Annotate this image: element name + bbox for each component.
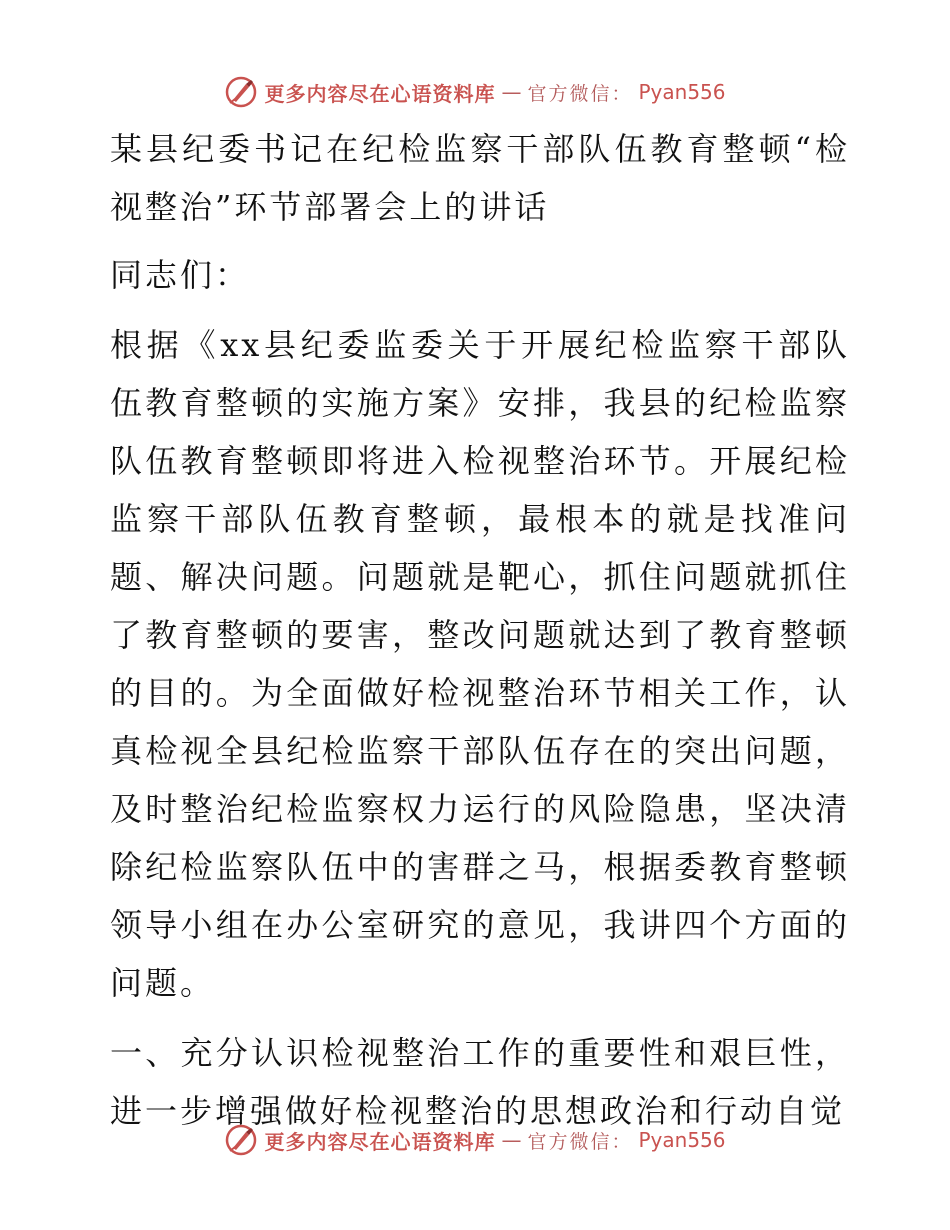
document-body [98,120,850,1152]
pen-feather-logo-icon [224,1123,258,1157]
paragraph-intro: 根据《xx县纪委监委关于开展纪检监察干部队伍教育整顿的实施方案》安排，我县的纪检监察队伍教育整顿即将进入检视整治环节。开展纪检监察干部队伍教育整顿，最根本的就是找准问题、解决问题。问题就是靶心，抓住问题就抓住了教育整顿的要害，整改问题就达到了教育整顿的目的。为全面做好检视整治环节相关工作，认真检视全县纪检监察干部队伍存在的突出问题，及时整治纪检监察权力运行的风险隐患，坚决清除纪检监察队伍中的害群之马，根据委教育整顿领导小组在办公室研究的意见，我讲四个方面的问题。 [110,326,850,1002]
document-title: 某县纪委书记在纪检监察干部队伍教育整顿“检视整治”环节部署会上的讲话 [110,130,850,226]
watermark-official-label: 官方微信： [527,1130,633,1153]
watermark-brand: 更多内容尽在心语资料库 [264,1129,496,1154]
watermark-dash: — [501,80,522,104]
footer-watermark [0,1120,950,1160]
watermark-account: Pyan556 [638,80,726,104]
header-watermark [0,72,950,112]
pen-feather-logo-icon [224,75,258,109]
watermark-dash: — [501,1128,522,1152]
greeting: 同志们： [110,256,251,294]
watermark-official-label: 官方微信： [527,82,633,105]
watermark-brand: 更多内容尽在心语资料库 [264,81,496,106]
watermark-account: Pyan556 [638,1128,726,1152]
section-heading-1: 一、充分认识检视整治工作的重要性和艰巨性，进一步增强做好检视整治的思想政治和行动自觉 [110,1034,850,1130]
